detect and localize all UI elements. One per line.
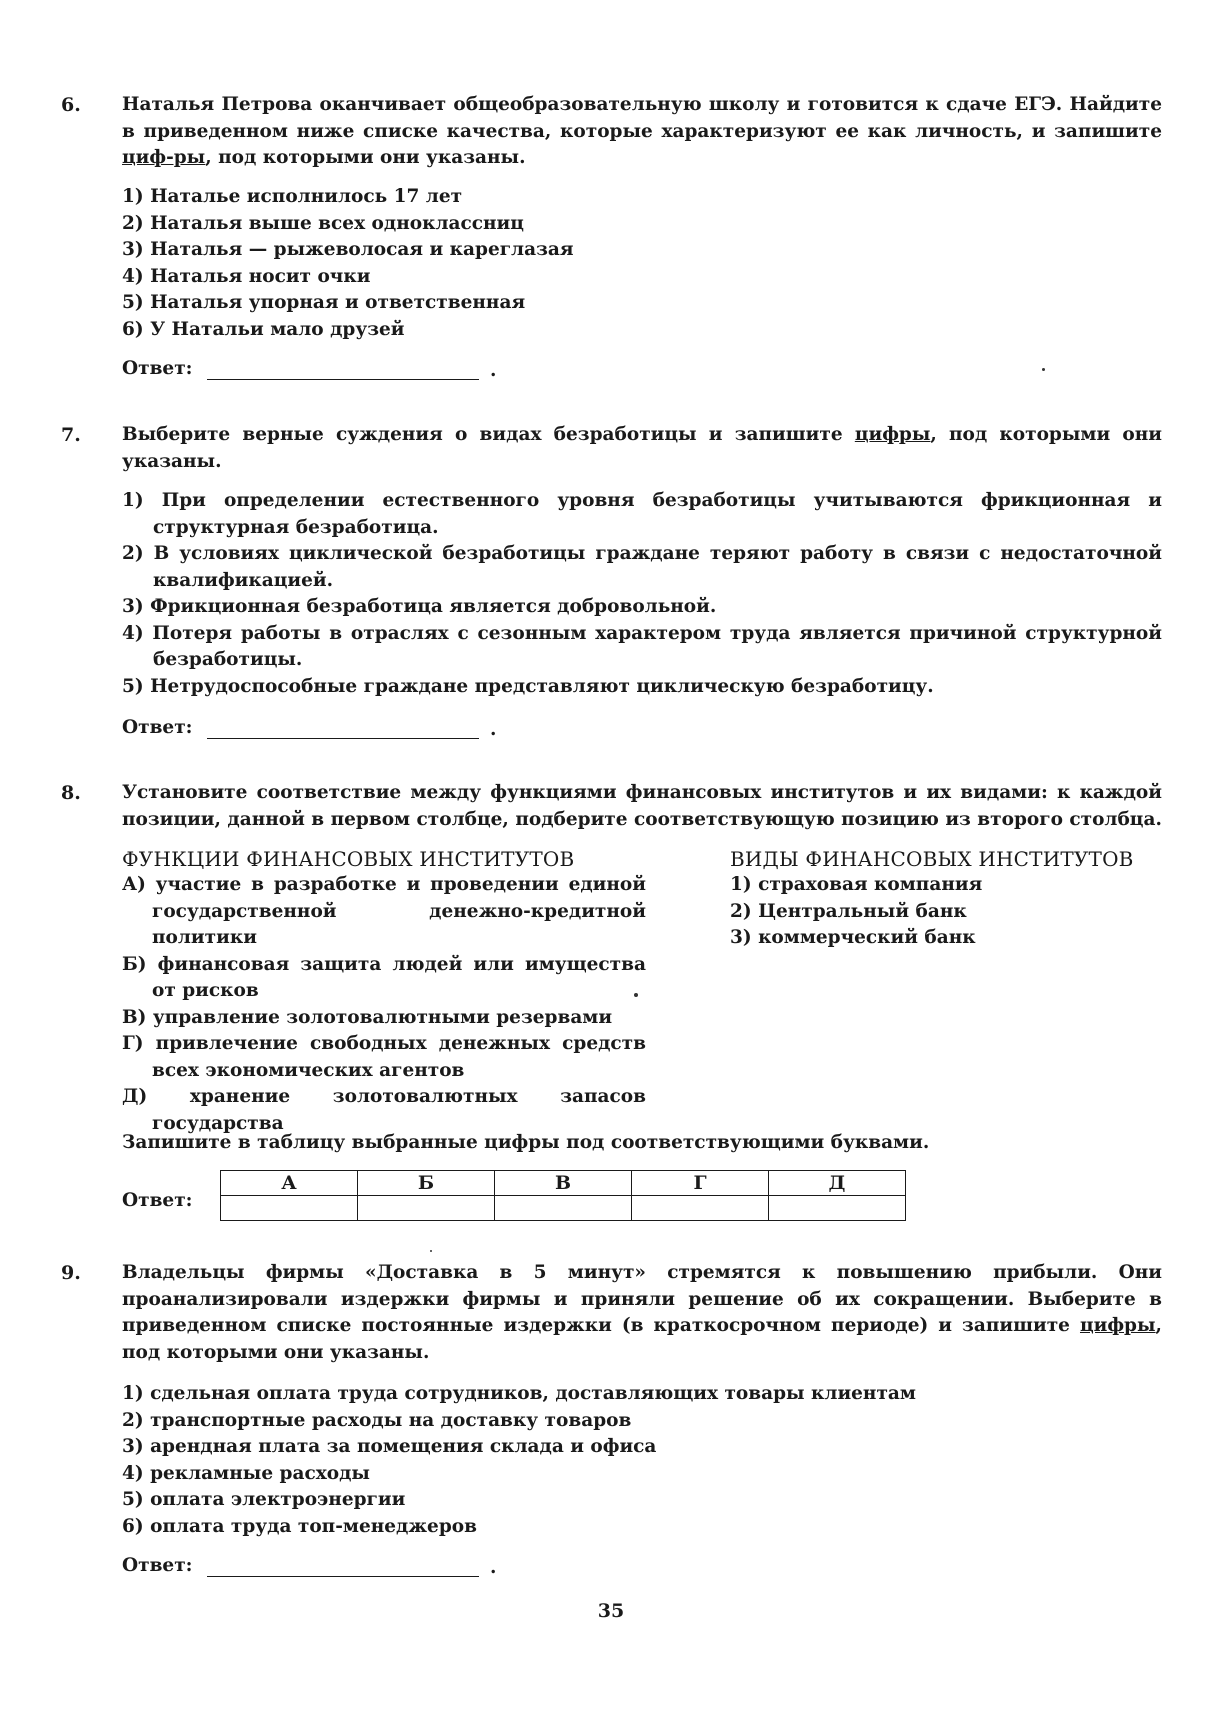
list-item: 4) Потеря работы в отраслях с сезонным характером труда является причиной структурной безработицы. [122, 622, 1162, 670]
answer-dot: . [490, 719, 497, 740]
task-number: 7. [61, 424, 81, 446]
scan-speck [1042, 368, 1045, 371]
task-stem: Выберите верные суждения о видах безработицы и запишите цифры, под которыми они указаны. [122, 424, 1162, 472]
answer-table [220, 1170, 906, 1221]
list-item: 1) страховая компания [730, 874, 983, 895]
list-item: 4) Наталья носит очки [122, 265, 371, 287]
list-item: А) участие в разработке и проведении единой государственной денежно-кредитной политики [122, 874, 646, 948]
task-number: 8. [61, 782, 81, 804]
emphasis: цифры [1079, 1315, 1156, 1336]
answer-cell[interactable] [358, 1196, 495, 1221]
page-number: 35 [597, 1600, 625, 1622]
scan-speck [430, 1250, 432, 1252]
task-stem: Установите соответствие между функциями финансовых институтов и их видами: к каждой позиции, данной в первом столбце, подберите соответствующую позицию из второго столбца. [122, 782, 1162, 830]
answer-cell[interactable] [221, 1196, 358, 1221]
list-item: Б) финансовая защита людей или имущества от рисков [122, 953, 646, 1001]
task-stem: Наталья Петрова оканчивает общеобразовательную школу и готовится к сдаче ЕГЭ. Найдите в приведенном ниже списке качества, которые характеризуют ее как личность, и запишите циф-ры, под которыми они указаны. [122, 94, 1162, 168]
options-list [122, 1381, 1162, 1540]
task-number: 6. [61, 94, 81, 116]
answer-input-line[interactable] [207, 379, 479, 380]
list-item: 5) Наталья упорная и ответственная [122, 292, 526, 313]
list-item: 5) оплата электроэнергии [122, 1489, 406, 1510]
answer-label: Ответ: [122, 1190, 193, 1211]
table-header-cell: Г [632, 1171, 769, 1196]
options-list [122, 488, 1162, 700]
left-column-header: ФУНКЦИИ ФИНАНСОВЫХ ИНСТИТУТОВ [122, 847, 575, 871]
scan-speck [634, 993, 638, 997]
answer-input-line[interactable] [207, 738, 479, 739]
list-item: В) управление золотовалютными резервами [122, 1006, 613, 1028]
table-header-cell: Д [769, 1171, 906, 1196]
emphasis: циф-ры [122, 147, 206, 168]
table-instruction: Запишите в таблицу выбранные цифры под соответствующими буквами. [122, 1132, 930, 1153]
answer-cell[interactable] [495, 1196, 632, 1221]
answer-cell[interactable] [632, 1196, 769, 1221]
list-item: Г) привлечение свободных денежных средств всех экономических агентов [122, 1033, 646, 1081]
functions-list [122, 872, 646, 1137]
list-item: Д) хранение золотовалютных запасов государства [122, 1086, 646, 1134]
answer-label: Ответ: [122, 1555, 193, 1576]
list-item: 6) У Натальи мало друзей [122, 318, 405, 340]
answer-dot: . [490, 1557, 497, 1578]
list-item: 6) оплата труда топ-менеджеров [122, 1515, 477, 1537]
list-item: 1) Наталье исполнилось 17 лет [122, 186, 463, 207]
institution-types-list [730, 872, 1150, 952]
table-header-cell: В [495, 1171, 632, 1196]
list-item: 3) Наталья — рыжеволосая и кареглазая [122, 239, 574, 260]
list-item: 4) рекламные расходы [122, 1462, 370, 1484]
answer-cell[interactable] [769, 1196, 906, 1221]
list-item: 1) При определении естественного уровня безработицы учитываются фрикционная и структурная безработица. [122, 490, 1162, 538]
list-item: 3) коммерческий банк [730, 927, 976, 948]
table-answer-row [221, 1196, 906, 1221]
table-header-row [221, 1171, 906, 1196]
answer-dot: . [490, 360, 497, 381]
table-header-cell: А [221, 1171, 358, 1196]
answer-input-line[interactable] [207, 1576, 479, 1577]
task-stem: Владельцы фирмы «Доставка в 5 минут» стремятся к повышению прибыли. Они проанализировали издержки фирмы и приняли решение об их сокращении. Выберите в приведенном списке постоянные издержки (в краткосрочном периоде) и запишите цифры, под которыми они указаны. [122, 1262, 1162, 1363]
emphasis: цифры [854, 424, 931, 445]
list-item: 2) Центральный банк [730, 900, 967, 922]
table-header-cell: Б [358, 1171, 495, 1196]
list-item: 3) арендная плата за помещения склада и офиса [122, 1436, 657, 1457]
answer-label: Ответ: [122, 717, 193, 738]
list-item: 5) Нетрудоспособные граждане представляют циклическую безработицу. [122, 675, 934, 697]
list-item: 3) Фрикционная безработица является добровольной. [122, 596, 717, 617]
answer-label: Ответ: [122, 358, 193, 379]
list-item: 2) Наталья выше всех одноклассниц [122, 212, 524, 234]
options-list [122, 184, 1162, 343]
right-column-header: ВИДЫ ФИНАНСОВЫХ ИНСТИТУТОВ [730, 847, 1134, 871]
list-item: 2) транспортные расходы на доставку товаров [122, 1409, 632, 1431]
list-item: 2) В условиях циклической безработицы граждане теряют работу в связи с недостаточной квалификацией. [122, 543, 1162, 591]
list-item: 1) сдельная оплата труда сотрудников, доставляющих товары клиентам [122, 1383, 916, 1404]
task-number: 9. [61, 1262, 81, 1284]
